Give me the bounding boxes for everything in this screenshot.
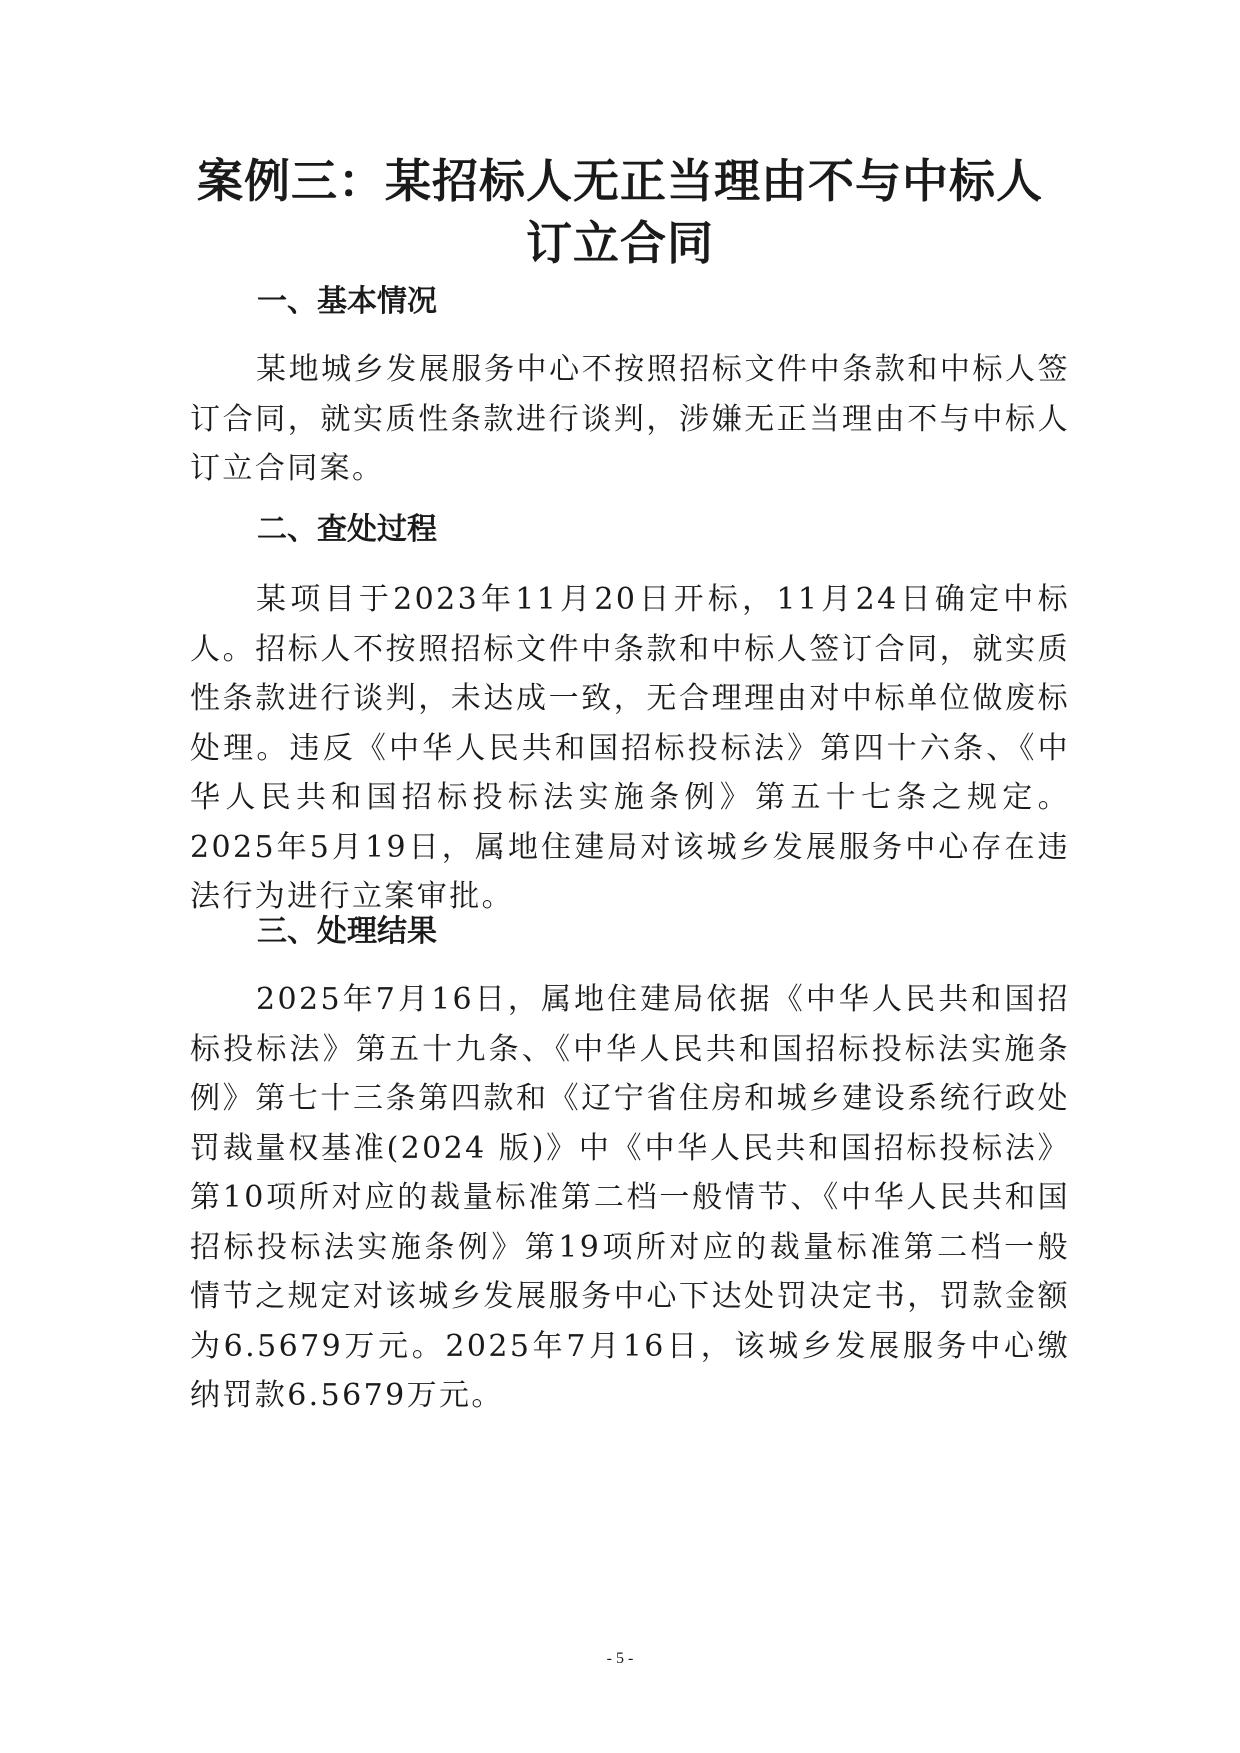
- page-number: - 5 -: [606, 1650, 634, 1667]
- section-body-result: 2025年7月16日，属地住建局依据《中华人民共和国招标投标法》第五十九条、《中华人民共和国招标投标法实施条例》第七十三条第四款和《辽宁省住房和城乡建设系统行政处罚裁量权基准(2024 版)》中《中华人民共和国招标投标法》第10项所对应的裁量标准第二档一般情节、《中华人民共和国招标投标法实施条例》第19项所对应的裁量标准第二档一般情节之规定对该城乡发展服务中心下达处罚决定书，罚款金额为6.5679万元。2025年7月16日，该城乡发展服务中心缴纳罚款6.5679万元。: [190, 982, 1070, 1413]
- document-title-line-2: 订立合同: [526, 216, 714, 270]
- document-title-line-1: 案例三：某招标人无正当理由不与中标人: [197, 154, 1043, 208]
- section-heading-basic-info: 一、基本情况: [257, 284, 437, 319]
- section-heading-investigation: 二、查处过程: [257, 512, 437, 547]
- section-body-basic-info: 某地城乡发展服务中心不按照招标文件中条款和中标人签订合同，就实质性条款进行谈判，涉嫌无正当理由不与中标人订立合同案。: [190, 352, 1070, 486]
- section-body-investigation: 某项目于2023年11月20日开标，11月24日确定中标人。招标人不按照招标文件中条款和中标人签订合同，就实质性条款进行谈判，未达成一致，无合理理由对中标单位做废标处理。违反《中华人民共和国招标投标法》第四十六条、《中华人民共和国招标投标法实施条例》第五十七条之规定。2025年5月19日，属地住建局对该城乡发展服务中心存在违法行为进行立案审批。: [190, 582, 1070, 914]
- section-heading-result: 三、处理结果: [257, 914, 437, 949]
